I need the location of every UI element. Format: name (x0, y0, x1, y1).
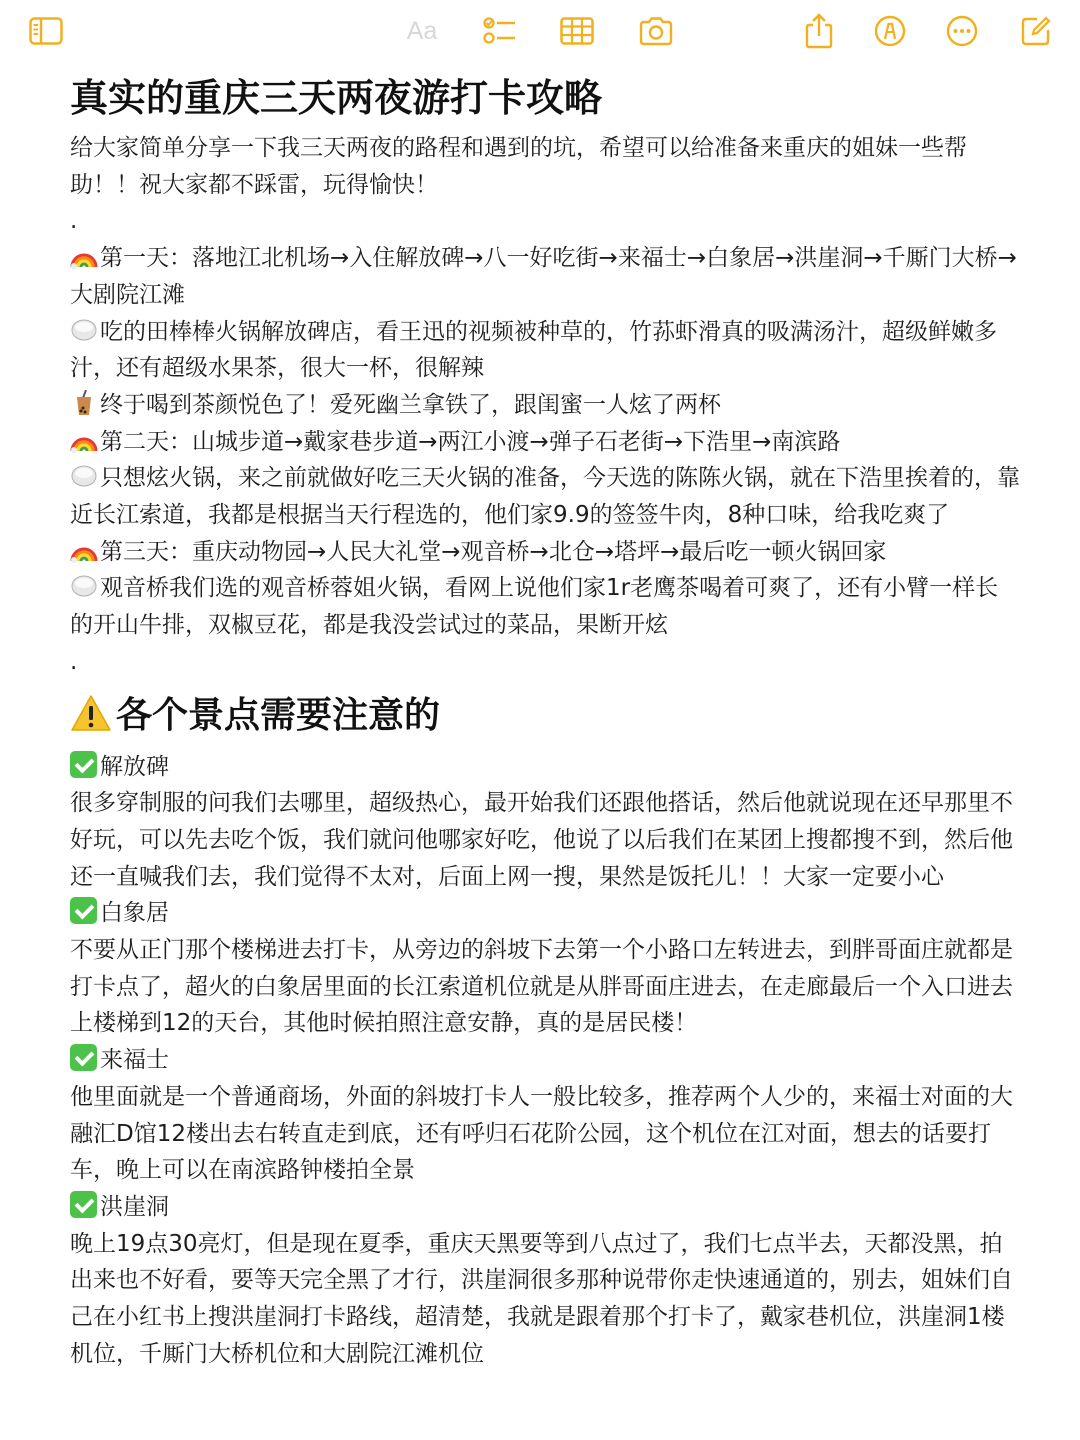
rainbow-icon (70, 427, 98, 453)
spot-name: 来福士 (100, 1047, 169, 1074)
spot-name: 白象居 (100, 900, 169, 927)
share-icon (804, 13, 834, 49)
checklist-icon (483, 16, 517, 46)
spot-text: 他里面就是一个普通商场，外面的斜坡打卡人一般比较多，推荐两个人少的，来福士对面的大融汇D馆12楼出去右转直走到底，还有呼归石花阶公园，这个机位在江对面，想去的话要打车，晚上可以在南滨路钟楼拍全景 (70, 1083, 1013, 1184)
spot-name: 洪崖洞 (100, 1193, 169, 1220)
rice-bowl-icon (70, 573, 98, 599)
day-three-text: 第三天：重庆动物园→人民大礼堂→观音桥→北仓→塔坪→最后吃一顿火锅回家 (100, 538, 887, 565)
sidebar-button[interactable] (22, 10, 70, 52)
checklist-button[interactable] (476, 10, 524, 52)
format-label: Aa (406, 16, 438, 45)
format-button[interactable] (398, 10, 446, 52)
day-three-line (70, 534, 1020, 571)
spot-heading (70, 749, 1020, 786)
warning-icon (70, 693, 112, 733)
camera-button[interactable] (632, 10, 680, 52)
checkmark-icon (70, 1044, 97, 1071)
spot-heading (70, 1189, 1020, 1226)
more-button[interactable] (938, 10, 986, 52)
spot-heading (70, 895, 1020, 932)
day-one-drink (70, 387, 1020, 424)
day-one-text: 第一天：落地江北机场→入住解放碑→八一好吃街→来福士→白象居→洪崖洞→千厮门大桥→大剧院江滩 (70, 245, 1017, 308)
sidebar-icon (29, 17, 63, 45)
spot-heading (70, 1042, 1020, 1079)
bubble-tea-icon (70, 390, 98, 416)
camera-icon (638, 16, 674, 46)
separator-dot: . (70, 648, 78, 675)
section-heading (70, 689, 1020, 743)
spot-text: 不要从正门那个楼梯进去打卡，从旁边的斜坡下去第一个小路口左转进去，到胖哥面庄就都是打卡点了，超火的白象居里面的长江索道机位就是从胖哥面庄进去，在走廊最后一个入口进去上楼梯到12的天台，其他时候拍照注意安静，真的是居民楼！ (70, 937, 1013, 1037)
day-two-text: 第二天：山城步道→戴家巷步道→两江小渡→弹子石老街→下浩里→南滨路 (100, 428, 841, 455)
rice-bowl-icon (70, 317, 98, 343)
rice-bowl-icon (70, 463, 98, 489)
checkmark-icon (70, 897, 97, 924)
compose-icon (1020, 15, 1052, 47)
day-two-food-text: 只想炫火锅，来之前就做好吃三天火锅的准备，今天选的陈陈火锅，就在下浩里挨着的，靠近长江索道，我都是根据当天行程选的，他们家9.9的签签牛肉，8种口味，给我吃爽了 (70, 465, 1020, 529)
checkmark-icon (70, 1191, 97, 1218)
day-one-line (70, 240, 1020, 313)
spot-text: 很多穿制服的问我们去哪里，超级热心，最开始我们还跟他搭话，然后他就说现在还早那里不好玩，可以先去吃个饭，我们就问他哪家好吃，他说了以后我们在某团上搜都搜不到，然后他还一直喊我们去，我们觉得不太对，后面上网一搜，果然是饭托儿！！大家一定要小心 (70, 790, 1013, 890)
spot-text: 晚上19点30亮灯，但是现在夏季，重庆天黑要等到八点过了，我们七点半去，天都没黑，拍出来也不好看，要等天完全黑了才行，洪崖洞很多那种说带你走快速通道的，别去，姐妹们自己在小红书上搜洪崖洞打卡路线，超清楚，我就是跟着那个打卡了，戴家巷机位，洪崖洞1楼机位，千厮门大桥机位和大剧院江滩机位 (70, 1230, 1013, 1367)
day-one-food (70, 314, 1020, 387)
markup-button[interactable] (866, 10, 914, 52)
day-three-food-text: 观音桥我们选的观音桥蓉姐火锅，看网上说他们家1r老鹰茶喝着可爽了，还有小臂一样长的开山牛排，双椒豆花，都是我没尝试过的菜品，果断开炫 (70, 575, 999, 639)
note-intro: 给大家简单分享一下我三天两夜的路程和遇到的坑，希望可以给准备来重庆的姐妹一些帮助！！祝大家都不踩雷，玩得愉快！ (70, 135, 967, 198)
spot-name: 解放碑 (100, 753, 169, 780)
note-body[interactable] (70, 72, 1020, 1372)
compose-button[interactable] (1012, 10, 1060, 52)
more-icon (946, 15, 978, 47)
rainbow-icon (70, 537, 98, 563)
table-button[interactable] (553, 10, 601, 52)
table-icon (560, 17, 594, 45)
section-heading-text: 各个景点需要注意的 (116, 694, 441, 736)
checkmark-icon (70, 751, 97, 778)
rainbow-icon (70, 243, 98, 269)
day-two-food (70, 460, 1020, 533)
day-two-line (70, 424, 1020, 461)
markup-icon (874, 15, 906, 47)
notes-toolbar (0, 0, 1080, 62)
day-three-food (70, 570, 1020, 643)
share-button[interactable] (795, 10, 843, 52)
separator-dot: . (70, 208, 78, 235)
day-one-drink-text: 终于喝到茶颜悦色了！爱死幽兰拿铁了，跟闺蜜一人炫了两杯 (100, 391, 721, 418)
note-title: 真实的重庆三天两夜游打卡攻略 (70, 76, 603, 120)
day-one-food-text: 吃的田棒棒火锅解放碑店，看王迅的视频被种草的，竹荪虾滑真的吸满汤汁，超级鲜嫩多汁，还有超级水果茶，很大一杯，很解辣 (70, 318, 997, 382)
